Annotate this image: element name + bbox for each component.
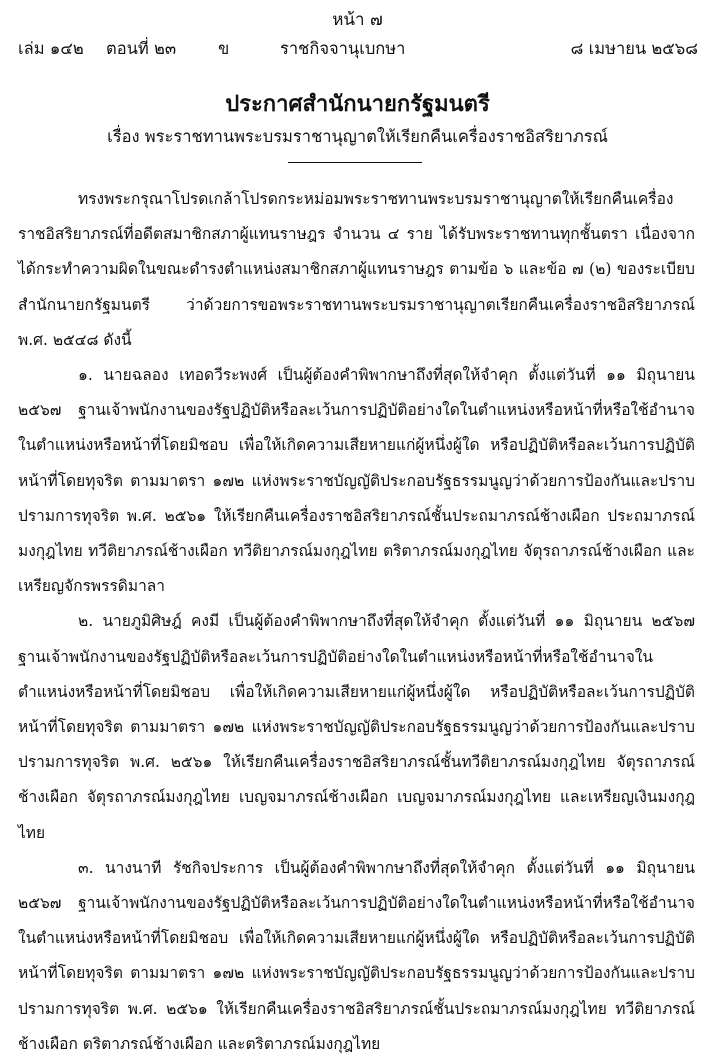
- item-paragraph-3: ๓. นางนาที รัชกิจประการ เป็นผู้ต้องคำพิพากษาถึงที่สุดให้จำคุก ตั้งแต่วันที่ ๑๑ มิถุนายน ๒๕๖๗ ฐานเจ้าพนักงานของรัฐปฏิบัติหรือละเว้นการปฏิบัติอย่างใดในตำแหน่งหรือหน้าที่หรือใช้อำนาจในตำแหน่งหรือหน้าที่โดยมิชอบ เพื่อให้เกิดความเสียหายแก่ผู้หนึ่งผู้ใด หรือปฏิบัติหรือละเว้นการปฏิบัติหน้าที่โดยทุจริต ตามมาตรา ๑๗๒ แห่งพระราชบัญญัติประกอบรัฐธรรมนูญว่าด้วยการป้องกันและปราบปรามการทุจริต พ.ศ. ๒๕๖๑ ให้เรียกคืนเครื่องราชอิสริยาภรณ์ชั้นประถมาภรณ์มงกุฎไทย ทวีติยาภรณ์ช้างเผือก ตริตาภรณ์ช้างเผือก และตริตาภรณ์มงกุฎไทย: [18, 858, 695, 1053]
- header-volume: เล่ม ๑๔๒: [18, 39, 84, 58]
- intro-paragraph: ทรงพระกรุณาโปรดเกล้าโปรดกระหม่อมพระราชทานพระบรมราชานุญาตให้เรียกคืนเครื่องราชอิสริยาภรณ์ที่อดีตสมาชิกสภาผู้แทนราษฎร จำนวน ๔ ราย ได้รับพระราชทานทุกชั้นตรา เนื่องจากได้กระทำความผิดในขณะดำรงตำแหน่งสมาชิกสภาผู้แทนราษฎร ตามข้อ ๖ และข้อ ๗ (๒) ของระเบียบสำนักนายกรัฐมนตรี ว่าด้วยการขอพระราชทานพระบรมราชานุญาตเรียกคืนเครื่องราชอิสริยาภรณ์ พ.ศ. ๒๕๔๘ ดังนี้: [18, 190, 695, 349]
- header-part: ตอนที่ ๒๓: [106, 39, 177, 58]
- item-paragraph-2: ๒. นายภูมิศิษฎ์ คงมี เป็นผู้ต้องคำพิพากษาถึงที่สุดให้จำคุก ตั้งแต่วันที่ ๑๑ มิถุนายน ๒๕๖๗ ฐานเจ้าพนักงานของรัฐปฏิบัติหรือละเว้นการปฏิบัติอย่างใดในตำแหน่งหรือหน้าที่หรือใช้อำนาจในตำแหน่งหรือหน้าที่โดยมิชอบ เพื่อให้เกิดความเสียหายแก่ผู้หนึ่งผู้ใด หรือปฏิบัติหรือละเว้นการปฏิบัติหน้าที่โดยทุจริต ตามมาตรา ๑๗๒ แห่งพระราชบัญญัติประกอบรัฐธรรมนูญว่าด้วยการป้องกันและปราบปรามการทุจริต พ.ศ. ๒๕๖๑ ให้เรียกคืนเครื่องราชอิสริยาภรณ์ชั้นทวีติยาภรณ์มงกุฎไทย จัตุรถาภรณ์ช้างเผือก จัตุรถาภรณ์มงกุฎไทย เบญจมาภรณ์ช้างเผือก เบญจมาภรณ์มงกุฎไทย และเหรียญเงินมงกุฎไทย: [18, 612, 695, 842]
- announcement-title: ประกาศสำนักนายกรัฐมนตรี: [225, 91, 490, 117]
- page-number: หน้า ๗: [332, 10, 383, 30]
- title-divider: [288, 162, 422, 163]
- announcement-subject: เรื่อง พระราชทานพระบรมราชานุญาตให้เรียกคืนเครื่องราชอิสริยาภรณ์: [107, 127, 608, 146]
- item-paragraph-1: ๑. นายฉลอง เทอดวีระพงศ์ เป็นผู้ต้องคำพิพากษาถึงที่สุดให้จำคุก ตั้งแต่วันที่ ๑๑ มิถุนายน ๒๕๖๗ ฐานเจ้าพนักงานของรัฐปฏิบัติหรือละเว้นการปฏิบัติอย่างใดในตำแหน่งหรือหน้าที่หรือใช้อำนาจในตำแหน่งหรือหน้าที่โดยมิชอบ เพื่อให้เกิดความเสียหายแก่ผู้หนึ่งผู้ใด หรือปฏิบัติหรือละเว้นการปฏิบัติหน้าที่โดยทุจริต ตามมาตรา ๑๗๒ แห่งพระราชบัญญัติประกอบรัฐธรรมนูญว่าด้วยการป้องกันและปราบปรามการทุจริต พ.ศ. ๒๕๖๑ ให้เรียกคืนเครื่องราชอิสริยาภรณ์ชั้นประถมาภรณ์ช้างเผือก ประถมาภรณ์มงกุฎไทย ทวีติยาภรณ์ช้างเผือก ทวีติยาภรณ์มงกุฎไทย ตริตาภรณ์มงกุฎไทย จัตุรถาภรณ์ช้างเผือก และเหรียญจักรพรรดิมาลา: [18, 366, 695, 596]
- gazette-header: [18, 36, 698, 62]
- header-gazette-name: ราชกิจจานุเบกษา: [280, 39, 406, 58]
- announcement-body: [18, 182, 695, 1062]
- header-date: ๘ เมษายน ๒๕๖๘: [570, 39, 698, 58]
- header-section: ข: [218, 39, 230, 58]
